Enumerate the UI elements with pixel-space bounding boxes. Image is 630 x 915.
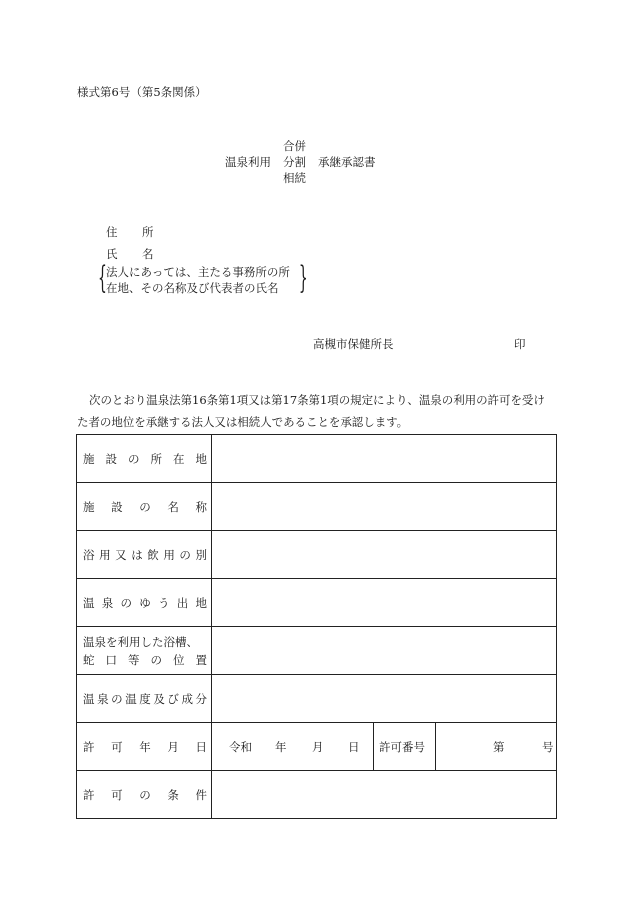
row-label-char: の [139, 787, 151, 802]
row-label-char: 月 [167, 739, 179, 754]
row-label-char: 称 [195, 499, 207, 514]
table-row [77, 723, 557, 771]
table-row [77, 675, 557, 723]
row-label-char: 用 [99, 547, 111, 562]
row-label-char: 温 [125, 691, 137, 706]
table-row [77, 579, 557, 627]
table-row [77, 627, 557, 675]
title-option: 相続 [283, 171, 306, 185]
row-label-char: の [179, 547, 191, 562]
row-label-char: 別 [195, 547, 207, 562]
permit-number-prefix: 第 [493, 740, 505, 754]
name-label [106, 246, 154, 262]
form-number: 様式第6号（第5条関係） [77, 85, 207, 99]
row-label-char: 及 [153, 691, 165, 706]
title-option: 分割 [283, 155, 306, 169]
approval-table [76, 434, 557, 819]
row-label-char: 在 [173, 451, 185, 466]
address-label-char: 住 [106, 225, 118, 239]
row-label-char: 置 [195, 652, 207, 667]
table-row [77, 531, 557, 579]
usage-type-field[interactable] [212, 531, 557, 579]
row-label-char: は [131, 547, 143, 562]
row-label-conditions [77, 771, 212, 819]
row-label-char: 設 [105, 451, 117, 466]
era-label: 令和 [229, 740, 252, 754]
row-label-char: 用 [163, 547, 175, 562]
row-label-char: 許 [83, 739, 95, 754]
row-label-bath-location [77, 627, 212, 675]
permit-number-suffix: 号 [542, 740, 554, 754]
row-label-facility-location [77, 435, 212, 483]
row-label-char: 度 [139, 691, 151, 706]
spring-source-field[interactable] [212, 579, 557, 627]
row-label-char: 件 [195, 787, 207, 802]
row-label-char: 設 [111, 499, 123, 514]
approval-statement: 次のとおり温泉法第16条第1項又は第17条第1項の規定により、温泉の利用の許可を受けた者の地位を承継する法人又は相続人であることを承認します。 [77, 393, 545, 429]
row-label-char: 蛇 [83, 652, 95, 667]
address-label [106, 224, 154, 240]
row-label-char: の [111, 691, 123, 706]
row-label-char: 又 [115, 547, 127, 562]
row-label-char: 飲 [147, 547, 159, 562]
day-label: 日 [348, 740, 360, 754]
note-line: 法人にあっては、主たる事務所の所 [106, 265, 290, 279]
row-label-char: 泉 [97, 691, 109, 706]
row-label-spring-source [77, 579, 212, 627]
row-label-permit-date [77, 723, 212, 771]
left-bracket-icon: { [98, 260, 107, 296]
facility-name-field[interactable] [212, 483, 557, 531]
row-label-char: 位 [173, 652, 185, 667]
bath-location-field[interactable] [212, 627, 557, 675]
row-label-facility-name [77, 483, 212, 531]
table-row [77, 771, 557, 819]
row-label-char: 名 [167, 499, 179, 514]
facility-location-field[interactable] [212, 435, 557, 483]
corporate-note [98, 262, 308, 296]
row-label-char: 等 [128, 652, 140, 667]
permit-number-field[interactable] [436, 723, 557, 771]
year-label: 年 [275, 740, 287, 754]
row-label-char: 許 [83, 787, 95, 802]
temperature-field[interactable] [212, 675, 557, 723]
row-label-line: 温泉を利用した浴槽、 [83, 634, 198, 649]
title-prefix: 温泉利用 [225, 155, 271, 169]
title-options [283, 138, 306, 186]
permit-conditions-field[interactable] [212, 771, 557, 819]
row-label-temperature [77, 675, 212, 723]
address-label-char: 所 [142, 225, 154, 239]
row-label-char: 浴 [83, 547, 95, 562]
permit-number-label: 許可番号 [374, 723, 436, 771]
row-label-char: 口 [105, 652, 117, 667]
row-label-char: 地 [195, 451, 207, 466]
row-label-char: 泉 [101, 595, 114, 610]
row-label-char: 成 [181, 691, 193, 706]
seal-mark: 印 [514, 337, 526, 351]
row-label-char: 地 [195, 595, 207, 610]
row-label-char: 可 [111, 739, 123, 754]
title-suffix: 承継承認書 [318, 155, 376, 169]
row-label-char: 可 [111, 787, 123, 802]
row-label-char: 施 [83, 499, 95, 514]
row-label-char: 条 [167, 787, 179, 802]
note-line: 在地、その名称及び代表者の氏名 [106, 281, 279, 295]
row-label-char: の [139, 499, 151, 514]
row-label-char: の [128, 451, 140, 466]
name-label-char: 氏 [106, 247, 118, 261]
row-label-char: 年 [139, 739, 151, 754]
row-label-char: 日 [195, 739, 207, 754]
row-label-char: 分 [195, 691, 207, 706]
row-label-char: 温 [83, 691, 95, 706]
row-label-char: 所 [150, 451, 162, 466]
row-label-char: 施 [83, 451, 95, 466]
right-bracket-icon: } [299, 260, 308, 296]
row-label-char: び [167, 691, 179, 706]
row-label-char: の [120, 595, 132, 610]
table-row [77, 435, 557, 483]
row-label-char: ゆ [139, 595, 151, 610]
issuer-name: 高槻市保健所長 [313, 337, 394, 351]
row-label-char: 温 [83, 595, 95, 610]
name-label-char: 名 [142, 247, 154, 261]
title-option: 合併 [283, 139, 306, 153]
table-row [77, 483, 557, 531]
permit-date-field[interactable] [212, 723, 374, 771]
row-label-usage-type [77, 531, 212, 579]
month-label: 月 [312, 740, 324, 754]
row-label-char: の [150, 652, 162, 667]
row-label-char: 出 [176, 595, 189, 610]
row-label-char: う [158, 595, 170, 610]
